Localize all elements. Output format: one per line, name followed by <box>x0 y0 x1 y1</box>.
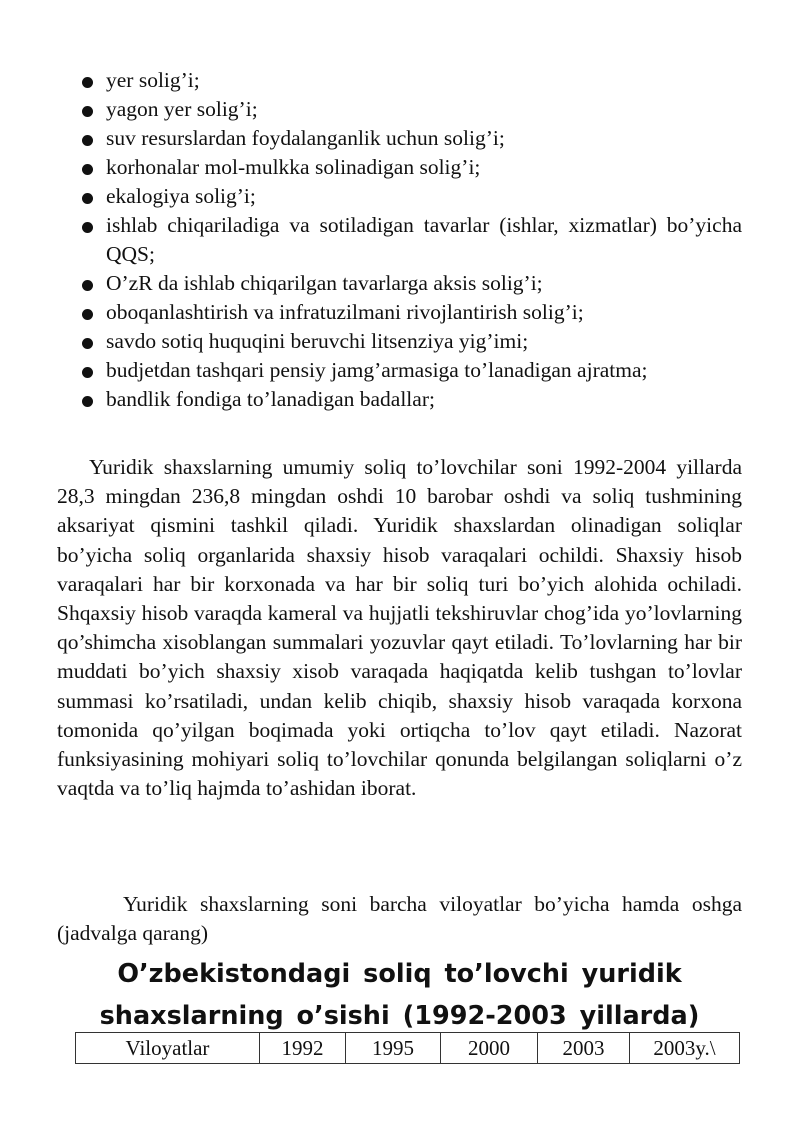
list-item: bandlik fondiga to’lanadigan badallar; <box>80 385 742 414</box>
table-header-cell: Viloyatlar <box>76 1033 260 1064</box>
heading-line: O’zbekistondagi soliq to’lovchi yuridik <box>117 959 682 989</box>
table-heading <box>57 953 742 1037</box>
tax-list <box>80 66 742 414</box>
table-header-row <box>76 1033 740 1064</box>
data-table <box>75 1032 740 1064</box>
list-item: yagon yer solig’i; <box>80 95 742 124</box>
list-item: savdo sotiq huquqini beruvchi litsenziya yig’imi; <box>80 327 742 356</box>
list-item: O’zR da ishlab chiqarilgan tavarlarga aksis solig’i; <box>80 269 742 298</box>
list-item: ekalogiya solig’i; <box>80 182 742 211</box>
table-header-cell: 1995 <box>346 1033 441 1064</box>
body-paragraph: Yuridik shaxslarning umumiy soliq to’lovchilar soni 1992-2004 yillarda 28,3 mingdan 236,8 mingdan oshdi 10 barobar oshdi va soliq tushmining aksariyat qismini tashkil qiladi. Yuridik shaxslardan olinadigan soliqlar bo’yicha soliq organlarida shaxsiy hisob varaqalari ochildi. Shaxsiy hisob varaqalari har bir korxonada va har bir soliq turi bo’yich alohida ochiladi. Shqaxsiy hisob varaqda kameral va hujjatli tekshiruvlar chog’ida yo’lovlarning qo’shimcha xisoblangan summalari yozuvlar qayt etiladi. To’lovlarning har bir muddati bo’yich shaxsiy xisob varaqada haqiqatda kelib tushgan to’lovlar summasi ko’rsatiladi, undan kelib chiqib, shaxsiy hisob varaqada korxona tomonida qo’yilgan boqimada yoki ortiqcha to’lov qayt etiladi. Nazorat funksiyasining mohiyari soliq to’lovchilar qonunda belgilangan soliqlarni o’z vaqtda va to’liq hajmda to’ashidan iborat. <box>57 455 742 801</box>
list-item: korhonalar mol-mulkka solinadigan solig’i; <box>80 153 742 182</box>
list-item: suv resurslardan foydalanganlik uchun solig’i; <box>80 124 742 153</box>
list-item: oboqanlashtirish va infratuzilmani rivojlantirish solig’i; <box>80 298 742 327</box>
list-item: budjetdan tashqari pensiy jamg’armasiga to’lanadigan ajratma; <box>80 356 742 385</box>
body-paragraph: Yuridik shaxslarning soni barcha viloyatlar bo’yicha hamda oshga (jadvalga qarang) <box>57 892 742 946</box>
list-item: yer solig’i; <box>80 66 742 95</box>
table-header-cell: 2003y.\ <box>630 1033 740 1064</box>
table-header-cell: 1992 <box>260 1033 346 1064</box>
table-header-cell: 2003 <box>538 1033 630 1064</box>
table-header-cell: 2000 <box>441 1033 538 1064</box>
list-item: ishlab chiqariladiga va sotiladigan tavarlar (ishlar, xizmatlar) bo’yicha QQS; <box>80 211 742 269</box>
heading-line: shaxslarning o’sishi (1992-2003 yillarda) <box>99 1001 700 1031</box>
